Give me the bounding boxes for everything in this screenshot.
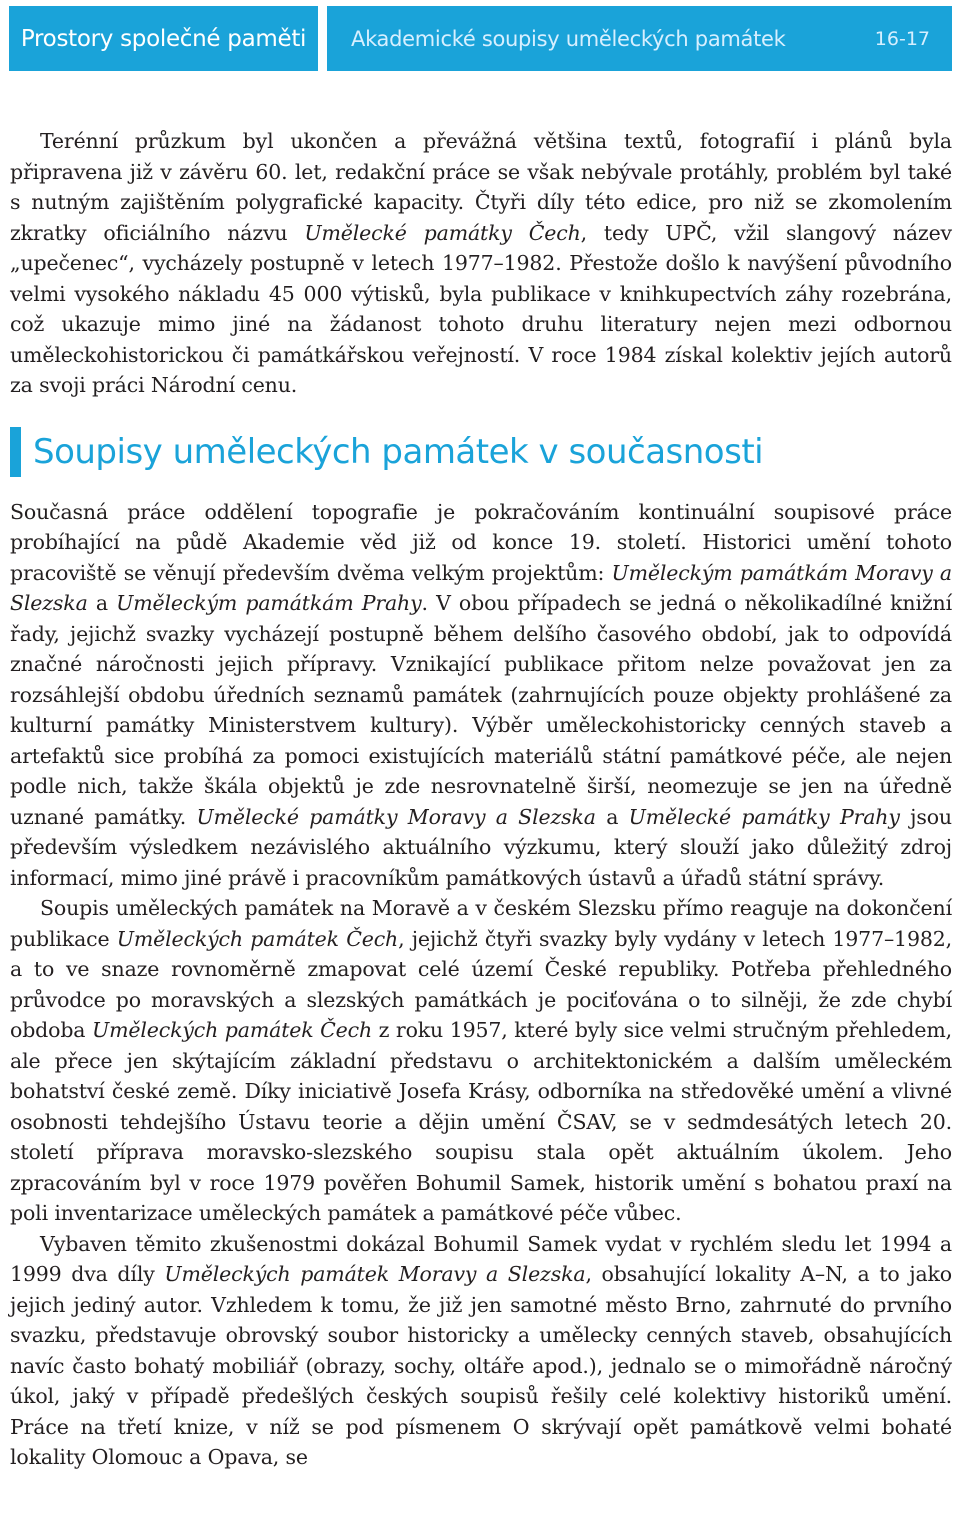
chapter-title-box bbox=[327, 6, 952, 71]
body-paragraph bbox=[10, 893, 952, 1229]
italic-title: Uměleckých památek Moravy a Slezska bbox=[164, 1262, 586, 1286]
series-title: Prostory společné paměti bbox=[20, 25, 307, 52]
text-run: a bbox=[595, 804, 629, 829]
italic-title: Umělecké památky Čech bbox=[304, 220, 581, 245]
text-run: jsou především výsledkem nezávislého aktuálního výzkumu, který slouží jako důležitý zdroj informací, mimo jiné právě i pracovníkům památkových ústavů a úřadů státní správy. bbox=[10, 804, 952, 890]
page-header bbox=[9, 6, 952, 71]
italic-title: Uměleckým památkám Prahy bbox=[116, 591, 422, 615]
text-run: , jejichž čtyři svazky byly vydány v letech 1977–1982, a to ve snaze rovnoměrně zmapovat celé území České republiky. Potřeba přehledného průvodce po moravských a slezských památkách je pociťována o to silněji, že zde chybí obdoba bbox=[10, 926, 952, 1042]
intro-paragraph bbox=[10, 126, 952, 401]
section-heading bbox=[10, 427, 952, 477]
text-run: Terénní průzkum byl ukončen a převážná většina textů, fotografií i plánů byla připravena již v závěru 60. let, redakční práce se však nebývale protáhly, problém byl také s nutným zajištěním polygrafické kapacity. Čtyři díly této edice, pro niž se zkomolením zkratky oficiálního názvu bbox=[10, 129, 952, 245]
italic-title: Umělecké památky Prahy bbox=[628, 804, 900, 829]
text-run: z roku 1957, které byly sice velmi stručným přehledem, ale přece jen skýtajícím základní představu o architektonickém a dalším uměleckém bohatství české země. Díky iniciativě Josefa Krásy, odborníka na středověké umění a vlivné osobnosti tehdejšího Ústavu teorie a dějin umění ČSAV, se v sedmdesátých letech 20. století příprava moravsko-slezského soupisu stala opět aktuálním úkolem. Jeho zpracováním byl v roce 1979 pověřen Bohumil Samek, historik umění s bohatou praxí na poli inventarizace uměleckých památek a památkové péče vůbec. bbox=[10, 1018, 952, 1225]
italic-title: Uměleckým památkám Moravy a Slezska bbox=[10, 560, 952, 615]
section-heading-text: Soupisy uměleckých památek v současnosti bbox=[33, 431, 764, 472]
body-paragraph bbox=[10, 497, 952, 894]
italic-title: Uměleckých památek Čech bbox=[91, 1018, 373, 1042]
chapter-title: Akademické soupisy uměleckých památek bbox=[351, 26, 786, 51]
text-run: , obsahující lokality A–N, a to jako jejich jediný autor. Vzhledem k tomu, že již jen samotné město Brno, zahrnuté do prvního svazku, představuje obrovský soubor historicky a umělecky cenných staveb, obsahujících navíc často bohatý mobiliář (obrazy, sochy, oltáře apod.), jednalo se o mimořádně náročný úkol, jaký v případě předešlých českých soupisů řešily celé kolektivy historiků umění. Práce na třetí knize, v níž se pod písmenem O skrývají opět památkově velmi bohaté lokality Olomouc a Opava, se bbox=[10, 1262, 952, 1469]
text-run: a bbox=[87, 591, 117, 615]
text-run: . V obou případech se jedná o několikadílné knižní řady, jejichž svazky vycházejí postupně během delšího časového období, jak to odpovídá značné náročnosti jejich přípravy. Vznikající publikace přitom nelze považovat jen za rozsáhlejší obdobu úředních seznamů památek (zahrnujících pouze objekty prohlášené za kulturní památky Ministerstvem kultury). Výběr uměleckohistoricky cenných staveb a artefaktů sice probíhá za pomoci existujících materiálů státní památkové péče, ale nejen podle nich, takže škála objektů je zde nesrovnatelně širší, neomezuje se jen na úředně uznané památky. bbox=[10, 591, 952, 829]
text-run: Vybaven těmito zkušenostmi dokázal Bohumil Samek vydat v rychlém sledu let 1994 a 1999 dva díly bbox=[10, 1231, 952, 1286]
italic-title: Umělecké památky Moravy a Slezska bbox=[196, 804, 596, 829]
series-title-box bbox=[9, 6, 318, 71]
heading-accent-bar bbox=[10, 427, 21, 477]
text-run: Současná práce oddělení topografie je pokračováním kontinuální soupisové práce probíhající na půdě Akademie věd již od konce 19. století. Historici umění tohoto pracoviště se věnují především dvěma velkým projektům: bbox=[10, 499, 952, 585]
text-run: , tedy UPČ, vžil slangový název „upečenec“, vycházely postupně v letech 1977–1982. Přestože došlo k navýšení původního velmi vysokého nákladu 45 000 výtisků, byla publikace v knihkupectvích záhy rozebrána, což ukazuje mimo jiné na žádanost tohoto druhu literatury nejen mezi odbornou uměleckohistorickou či památkářskou veřejností. V roce 1984 získal kolektiv jejích autorů za svoji práci Národní cenu. bbox=[10, 220, 952, 397]
body-paragraph bbox=[10, 1229, 952, 1473]
page-numbers: 16-17 bbox=[874, 27, 930, 50]
section-text bbox=[10, 497, 952, 1473]
text-run: Soupis uměleckých památek na Moravě a v českém Slezsku přímo reaguje na dokončení publikace bbox=[10, 896, 952, 951]
italic-title: Uměleckých památek Čech bbox=[116, 926, 399, 951]
article-body bbox=[10, 126, 952, 1473]
